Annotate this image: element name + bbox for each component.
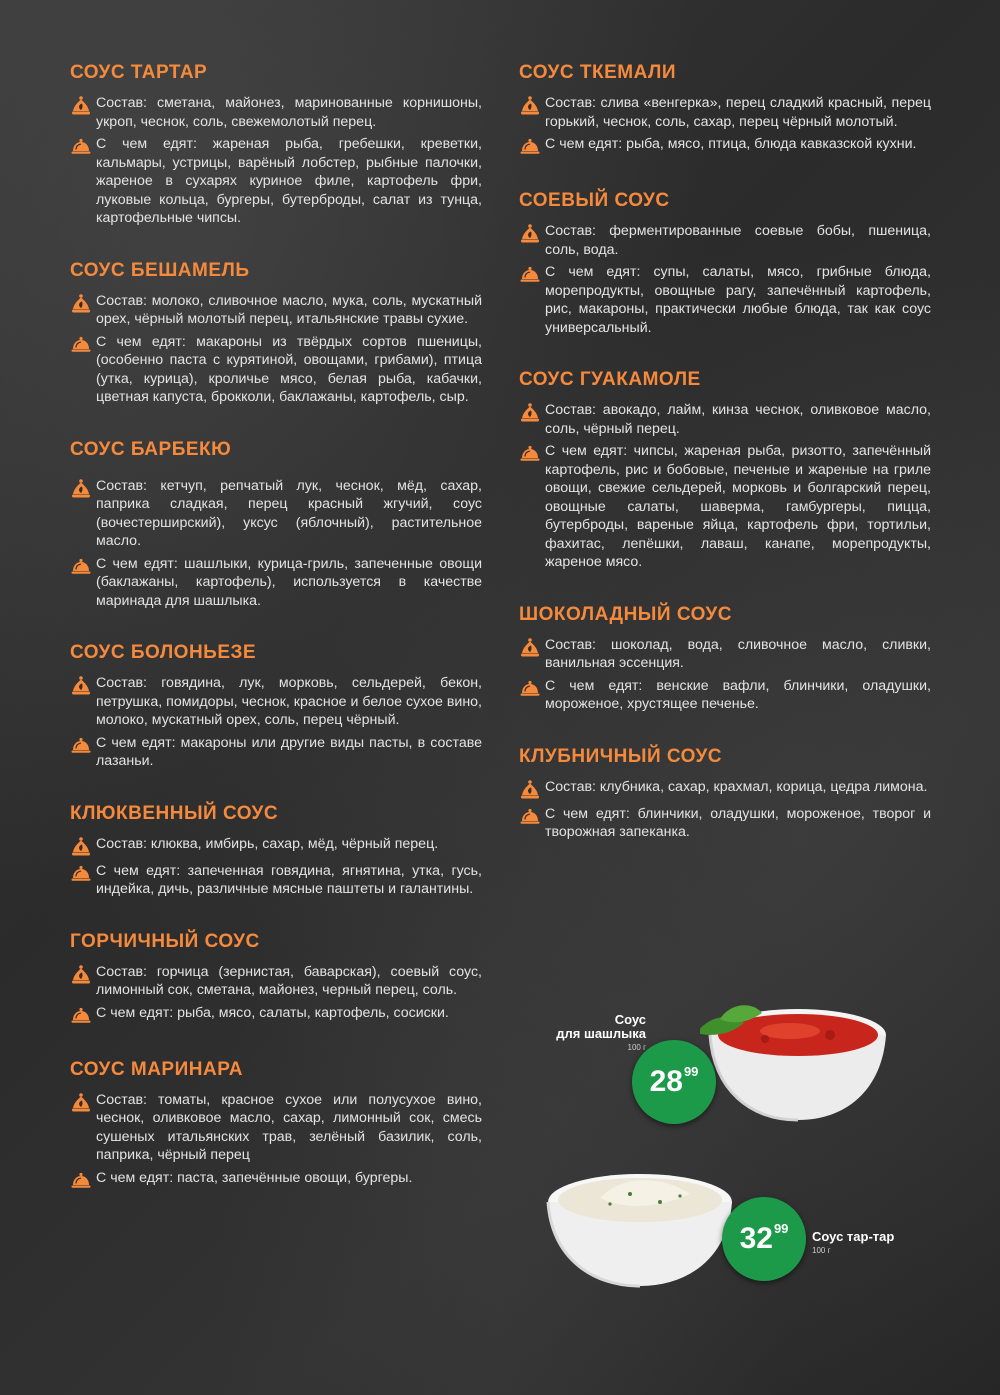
tagine-leaf-icon	[70, 1092, 92, 1114]
sauce-title: ШОКОЛАДНЫЙ СОУС	[519, 603, 732, 625]
usage-line	[70, 1004, 482, 1027]
price-badge	[722, 1197, 806, 1281]
sauce-block-bechamel	[70, 260, 482, 407]
tagine-leaf-icon	[70, 964, 92, 986]
sauce-title: СОУС ТАРТАР	[70, 62, 208, 83]
cloche-icon	[70, 556, 92, 578]
sauce-title: СОУС БАРБЕКЮ	[70, 438, 232, 460]
composition-line	[70, 1091, 482, 1165]
tagine-leaf-icon	[519, 223, 541, 245]
sauce-block-bolognese	[70, 642, 482, 771]
composition-line	[519, 222, 931, 259]
usage-line	[519, 805, 931, 842]
usage-line	[70, 555, 482, 611]
product-label	[552, 1013, 646, 1055]
cloche-icon	[70, 1170, 92, 1192]
composition-text: Состав: слива «венгерка», перец сладкий красный, перец горький, чеснок, соль, сахар, перец чёрный молотый.	[545, 95, 931, 130]
composition-line	[70, 835, 482, 858]
sauce-block-strawberry	[519, 746, 931, 842]
cloche-icon	[70, 1005, 92, 1027]
composition-text: Состав: сметана, майонез, маринованные корнишоны, укроп, чеснок, соль, свежемолотый перец.	[96, 95, 482, 130]
usage-text: С чем едят: макароны из твёрдых сортов пшеницы, (особенно паста с курятиной, овощами, грибами), птица (утка, курица), кроличье мясо, белая рыба, кабачки, цветная капуста, брокколи, баклажаны, картофель, сыр.	[96, 333, 482, 405]
cloche-icon	[70, 735, 92, 757]
composition-text: Состав: клубника, сахар, крахмал, корица, цедра лимона.	[545, 778, 928, 795]
price-cents: 99	[683, 1064, 699, 1079]
usage-text: С чем едят: жареная рыба, гребешки, креветки, кальмары, устрицы, варёный лобстер, рыбные палочки, жареное в сухарях куриное филе, картофель фри, луковые кольца, бургеры, бутерброды, салат из тунца, картофельные чипсы.	[96, 136, 482, 226]
sauce-title: СОЕВЫЙ СОУС	[519, 190, 670, 211]
usage-text: С чем едят: шашлыки, курица-гриль, запеченные овощи (баклажаны, картофель), используется в качестве маринада для шашлыка.	[96, 555, 482, 609]
usage-line	[519, 135, 931, 158]
tagine-leaf-icon	[519, 637, 541, 659]
composition-line	[70, 963, 482, 1000]
sauce-title: КЛЮКВЕННЫЙ СОУС	[70, 802, 279, 824]
tartar-sauce-bowl-image	[540, 1160, 740, 1290]
price-cents: 99	[773, 1221, 789, 1236]
sauce-title: СОУС МАРИНАРА	[70, 1058, 243, 1080]
sauce-block-chocolate	[519, 604, 931, 714]
tagine-leaf-icon	[519, 402, 541, 424]
composition-line	[519, 401, 931, 438]
cloche-icon	[519, 806, 541, 828]
cloche-icon	[519, 678, 541, 700]
usage-text: С чем едят: венские вафли, блинчики, оладушки, мороженое, хрустящее печенье.	[545, 677, 931, 712]
bbq-sauce-bowl-image	[700, 995, 890, 1125]
usage-text: С чем едят: супы, салаты, мясо, грибные блюда, морепродукты, овощные рагу, запечённый картофель, рис, макароны, практически любые блюда, так как соус универсальный.	[545, 264, 931, 336]
sauce-title: ГОРЧИЧНЫЙ СОУС	[70, 930, 260, 952]
cloche-icon	[70, 334, 92, 356]
usage-text: С чем едят: макароны или другие виды пасты, в составе лазаньи.	[96, 734, 482, 769]
tagine-leaf-icon	[70, 478, 92, 500]
composition-line	[70, 292, 482, 329]
composition-text: Состав: кетчуп, репчатый лук, чеснок, мёд, сахар, паприка сладкая, перец красный жгучий, соус (вочестерширский), уксус (яблочный), растительное масло.	[96, 477, 482, 549]
sauce-block-tkemali	[519, 62, 931, 158]
sauce-block-guacamole	[519, 369, 931, 572]
cloche-icon	[70, 863, 92, 885]
usage-line	[70, 862, 482, 899]
sauce-block-tartar	[70, 62, 482, 228]
composition-text: Состав: горчица (зернистая, баварская), соевый соус, лимонный сок, сметана, майонез, черный перец, соль.	[96, 963, 482, 998]
composition-line	[70, 477, 482, 551]
cloche-icon	[70, 136, 92, 158]
tagine-leaf-icon	[519, 95, 541, 117]
usage-line	[519, 263, 931, 337]
usage-line	[519, 677, 931, 714]
usage-text: С чем едят: рыба, мясо, салаты, картофель, сосиски.	[96, 1004, 449, 1021]
tagine-leaf-icon	[70, 675, 92, 697]
composition-text: Состав: ферментированные соевые бобы, пшеница, соль, вода.	[545, 223, 931, 258]
composition-text: Состав: клюква, имбирь, сахар, мёд, чёрный перец.	[96, 835, 439, 852]
usage-text: С чем едят: паста, запечённые овощи, бургеры.	[96, 1169, 413, 1186]
usage-line	[70, 1169, 482, 1192]
tagine-leaf-icon	[519, 779, 541, 801]
composition-line	[519, 94, 931, 131]
usage-text: С чем едят: рыба, мясо, птица, блюда кавказской кухни.	[545, 136, 917, 152]
left-column	[70, 62, 482, 1224]
usage-line	[70, 333, 482, 407]
usage-line	[70, 734, 482, 771]
sauce-title: СОУС БОЛОНЬЕЗЕ	[70, 642, 257, 663]
sauce-block-bbq	[70, 439, 482, 611]
composition-text: Состав: шоколад, вода, сливочное масло, сливки, ванильная эссенция.	[545, 636, 931, 671]
sauce-block-mustard	[70, 931, 482, 1027]
composition-text: Состав: томаты, красное сухое или полусухое вино, чеснок, оливковое масло, сахар, лимонный сок, смесь сушеных итальянских трав, зелёный базилик, соль, паприка, чёрный перец	[96, 1091, 482, 1163]
usage-text: С чем едят: блинчики, оладушки, мороженое, творог и творожная запеканка.	[545, 805, 931, 840]
composition-line	[519, 778, 931, 801]
right-column	[519, 62, 931, 874]
product-name-line2: для шашлыка	[556, 1026, 646, 1041]
composition-line	[519, 636, 931, 673]
sauce-title: СОУС БЕШАМЕЛЬ	[70, 259, 250, 281]
sauce-title: КЛУБНИЧНЫЙ СОУС	[519, 745, 722, 767]
tagine-leaf-icon	[70, 293, 92, 315]
tagine-leaf-icon	[70, 836, 92, 858]
product-label	[812, 1230, 922, 1258]
price-main: 28	[649, 1065, 683, 1098]
product-name: Соус тар-тар	[812, 1229, 895, 1244]
usage-text: С чем едят: запеченная говядина, ягнятина, утка, гусь, индейка, дичь, различные мясные паштеты и галантины.	[96, 862, 482, 897]
usage-text: С чем едят: чипсы, жареная рыба, ризотто, запечённый картофель, рис и бобовые, печеные и жареные на гриле овощи, свежие сельдерей, морковь и болгарский перец, овощные салаты, шаверма, гамбургеры, пицца, бутерброды, вареные яйца, картофель фри, тортильи, фахитас, лепёшки, лаваш, канапе, морепродукты, жареное мясо.	[545, 443, 931, 570]
composition-text: Состав: говядина, лук, морковь, сельдерей, бекон, петрушка, помидоры, чеснок, красное и белое сухое вино, молоко, мускатный орех, соль, перец чёрный.	[96, 675, 482, 728]
composition-line	[70, 94, 482, 131]
cloche-icon	[519, 443, 541, 465]
composition-text: Состав: молоко, сливочное масло, мука, соль, мускатный орех, чёрный молотый перец, итальянские травы сухие.	[96, 292, 482, 327]
composition-text: Состав: авокадо, лайм, кинза чеснок, оливковое масло, соль, чёрный перец.	[545, 402, 931, 437]
sauce-block-marinara	[70, 1059, 482, 1192]
sauce-block-soy	[519, 190, 931, 337]
usage-line	[70, 135, 482, 228]
tagine-leaf-icon	[70, 95, 92, 117]
sauce-title: СОУС ТКЕМАЛИ	[519, 62, 677, 83]
cloche-icon	[519, 264, 541, 286]
composition-line	[70, 674, 482, 730]
sauce-block-cranberry	[70, 803, 482, 899]
cloche-icon	[519, 136, 541, 158]
usage-line	[519, 442, 931, 572]
sauce-title: СОУС ГУАКАМОЛЕ	[519, 369, 701, 390]
product-weight: 100 г	[812, 1246, 831, 1255]
price-main: 32	[739, 1222, 773, 1255]
product-name-line1: Соус	[614, 1012, 646, 1027]
product-weight: 100 г	[627, 1043, 646, 1052]
